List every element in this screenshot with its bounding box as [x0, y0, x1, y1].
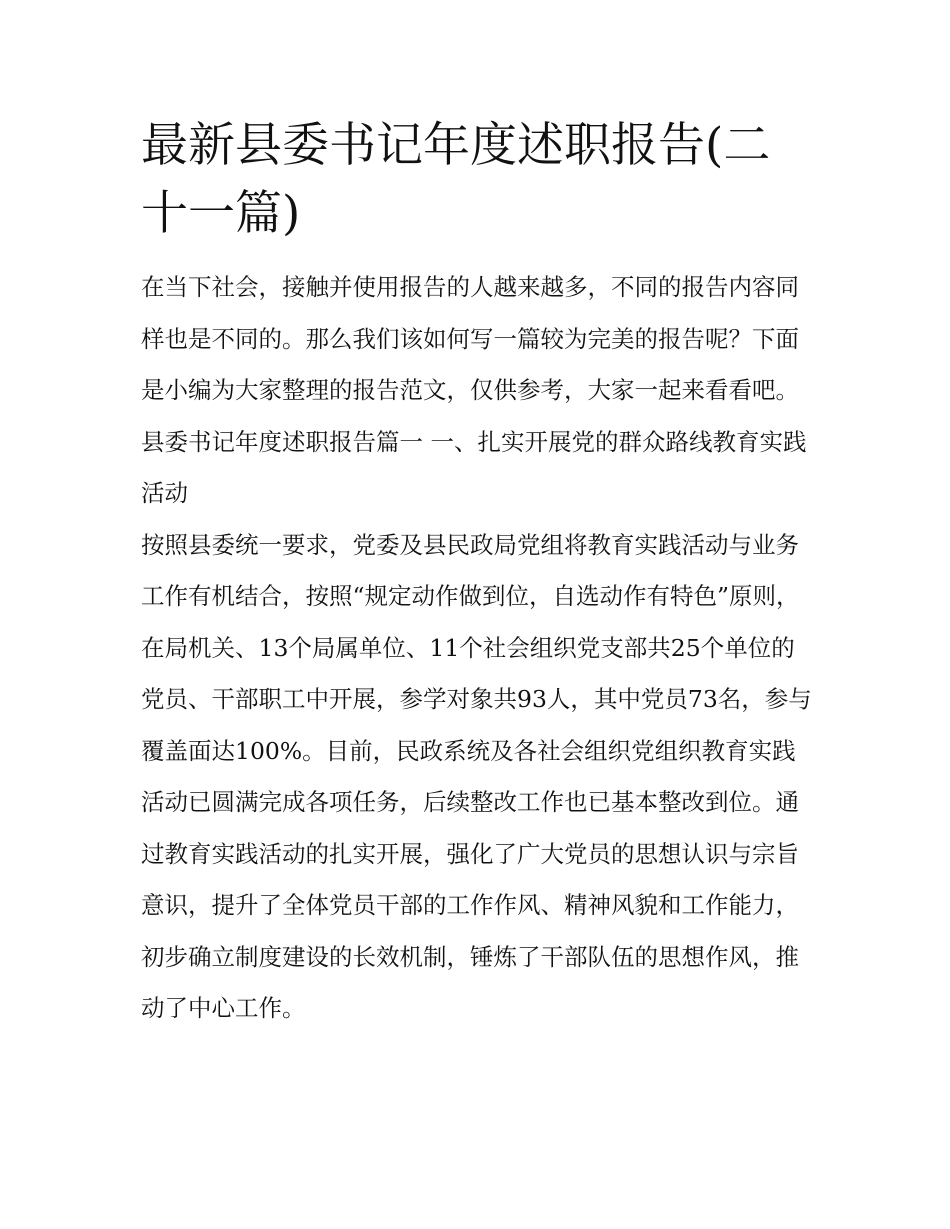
- intro-paragraph: 在当下社会，接触并使用报告的人越来越多，不同的报告内容同样也是不同的。那么我们该如何写一篇较为完美的报告呢？下面是小编为大家整理的报告范文，仅供参考，大家一起来看看吧。: [141, 273, 799, 404]
- body-paragraph: 按照县委统一要求，党委及县民政局党组将教育实践活动与业务工作有机结合，按照“规定动作做到位，自选动作有特色”原则，在局机关、13个局属单位、11个社会组织党支部共25个单位的党员、干部职工中开展，参学对象共93人，其中党员73名，参与覆盖面达100%。目前，民政系统及各社会组织党组织教育实践活动已圆满完成各项任务，后续整改工作也已基本整改到位。通过教育实践活动的扎实开展，强化了广大党员的思想认识与宗旨意识，提升了全体党员干部的工作作风、精神风貌和工作能力，初步确立制度建设的长效机制，锤炼了干部队伍的思想作风，推动了中心工作。: [141, 530, 812, 1022]
- document-title: 最新县委书记年度述职报告(二十一篇): [141, 118, 771, 241]
- section-heading: 县委书记年度述职报告篇一 一、扎实开展党的群众路线教育实践活动: [141, 427, 807, 507]
- document-body: [141, 112, 813, 1035]
